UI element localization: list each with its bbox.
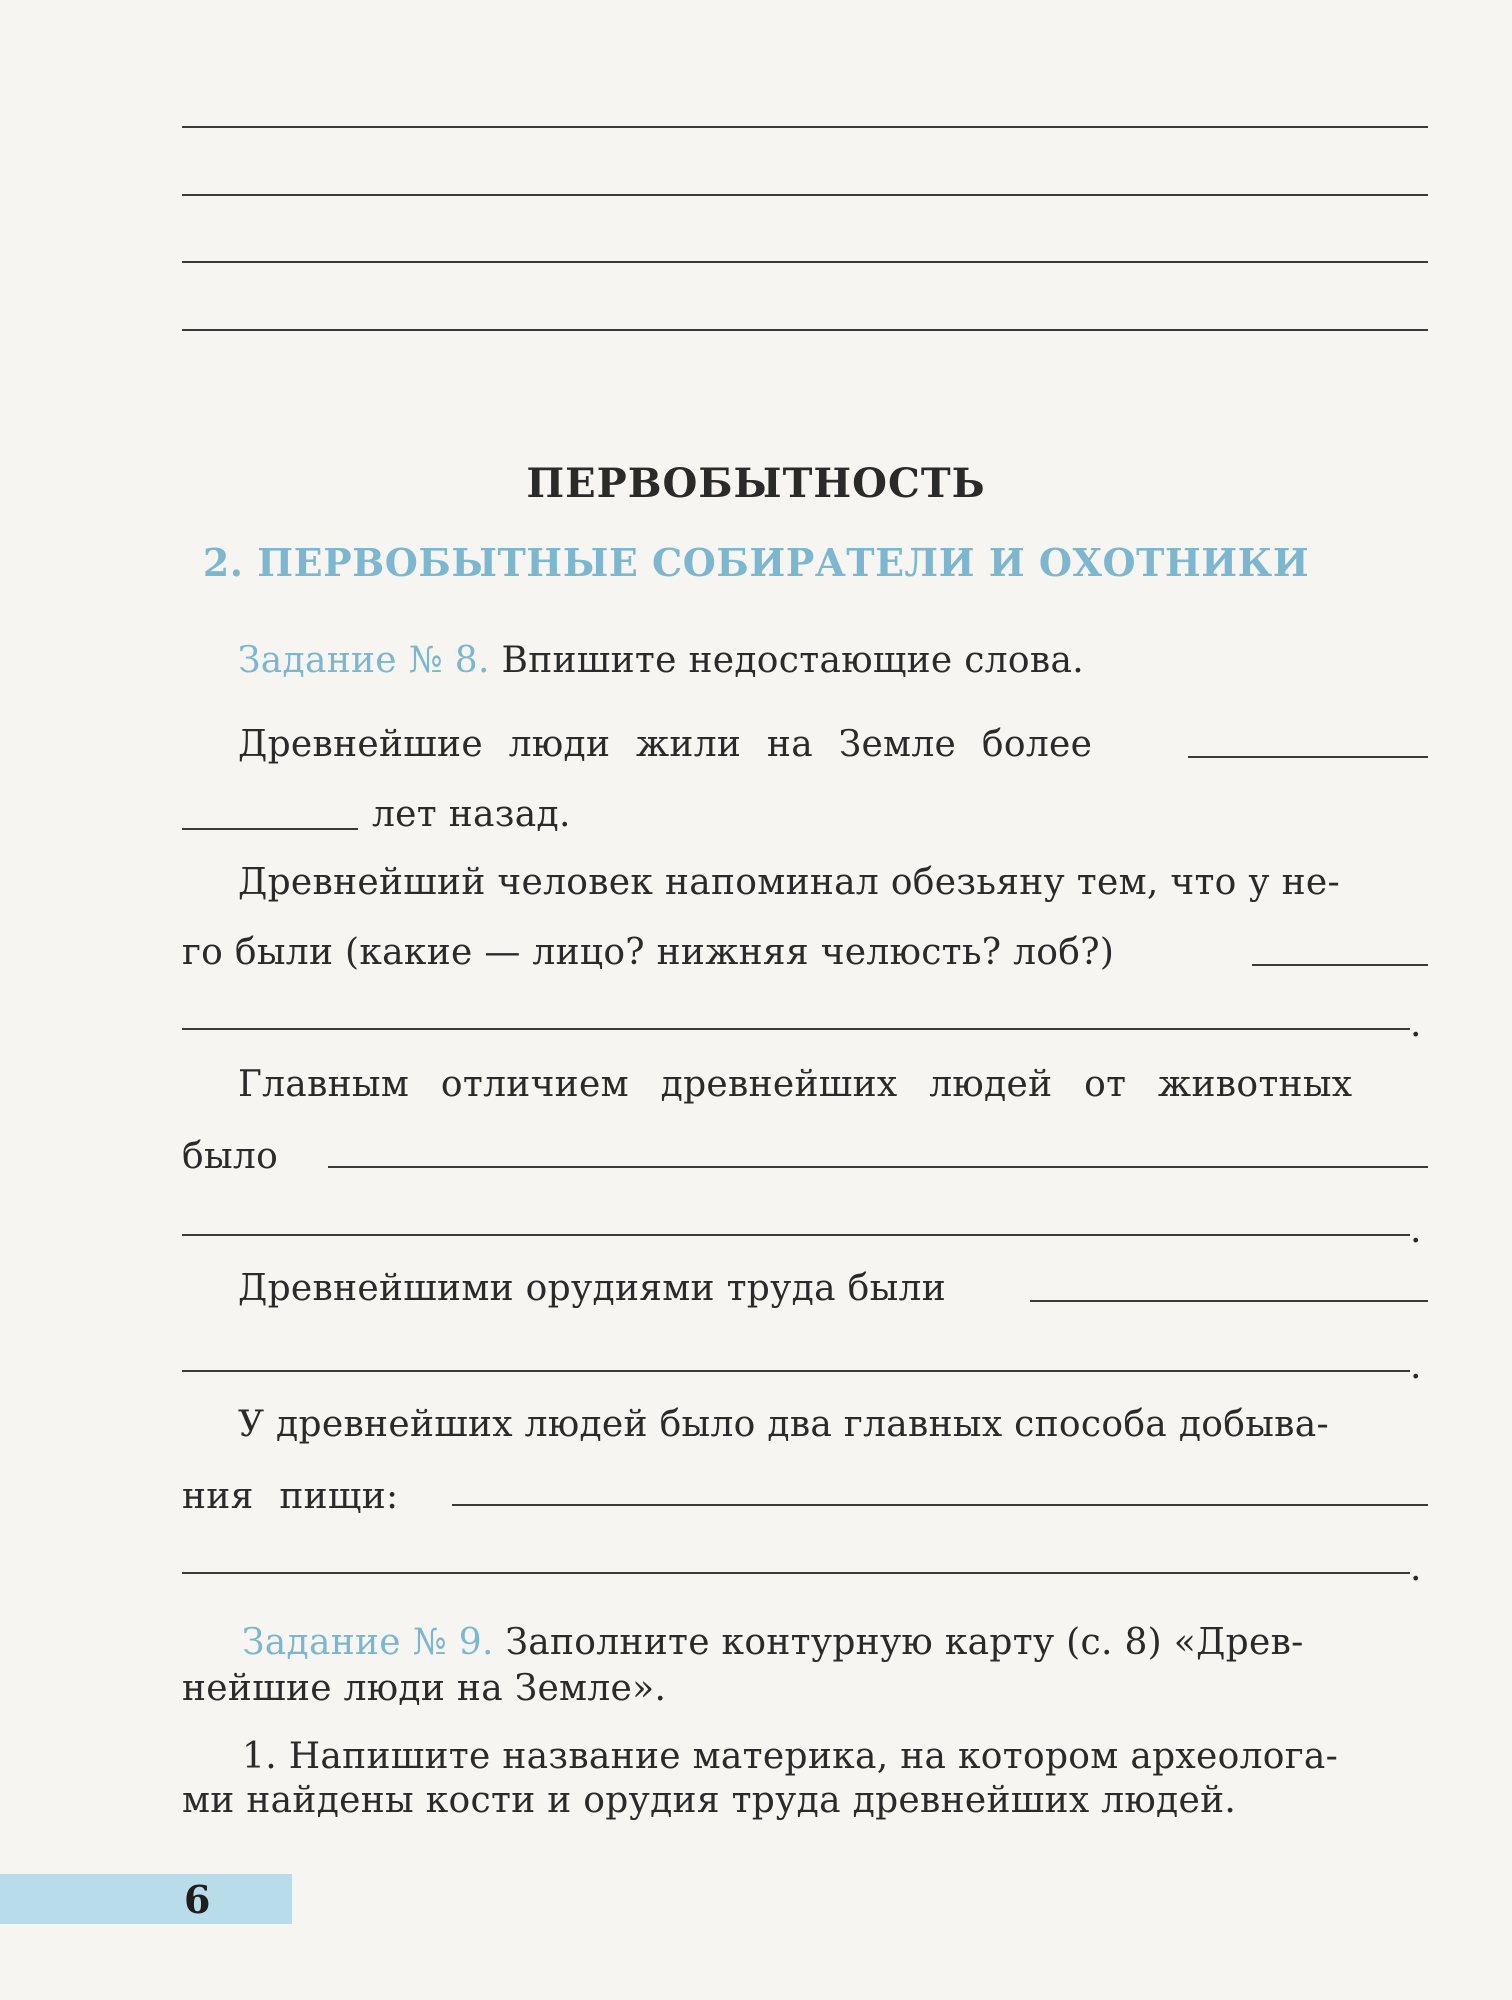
task9-header (242, 1620, 1304, 1666)
task8-instruction: Впишите недостающие слова. (501, 640, 1084, 681)
task8-q3-line2: было (182, 1136, 279, 1177)
task8-q5-line2: ния пищи: (182, 1476, 399, 1517)
task8-q4-line1: Древнейшими орудиями труда были (238, 1268, 946, 1309)
task8-q2-period: . (1410, 1004, 1422, 1045)
task8-q5-line1: У древнейших людей было два главных способа добыва- (238, 1404, 1329, 1445)
task8-q4-blank1[interactable] (1030, 1300, 1428, 1302)
answer-line-top-2[interactable] (182, 194, 1428, 196)
task8-q3-line1: Главным отличием древнейших людей от животных (238, 1064, 1353, 1105)
task8-q3-period: . (1410, 1210, 1422, 1251)
task8-q2-line2: го были (какие — лицо? нижняя челюсть? лоб?) (182, 932, 1115, 973)
task9-instruction-line1: Заполните контурную карту (с. 8) «Древ- (505, 1622, 1304, 1663)
task8-q2-blank1[interactable] (1252, 964, 1428, 966)
answer-line-top-1[interactable] (182, 126, 1428, 128)
page-number: 6 (184, 1877, 211, 1922)
task8-q2-blank2[interactable] (182, 1028, 1410, 1030)
task8-q1-blank2[interactable] (182, 828, 358, 830)
task8-q5-period: . (1410, 1548, 1422, 1589)
task8-header (238, 638, 1084, 684)
task8-q3-blank2[interactable] (182, 1234, 1410, 1236)
task8-q1-line2: лет назад. (372, 794, 571, 835)
task8-q5-blank2[interactable] (182, 1572, 1410, 1574)
task8-q5-blank1[interactable] (452, 1504, 1428, 1506)
task8-q1-line1: Древнейшие люди жили на Земле более (238, 724, 1093, 765)
task8-label: Задание № 8. (238, 640, 490, 681)
task8-q2-line1: Древнейший человек напоминал обезьяну тем, что у не- (238, 862, 1340, 903)
page-number-band (0, 1874, 292, 1924)
task9-item1-line1: 1. Напишите название материка, на котором археолога- (242, 1736, 1339, 1777)
section-title: ПЕРВОБЫТНОСТЬ (526, 460, 986, 507)
answer-line-top-4[interactable] (182, 329, 1428, 331)
task8-q4-period: . (1410, 1346, 1422, 1387)
task8-q3-blank1[interactable] (328, 1166, 1428, 1168)
chapter-title: 2. ПЕРВОБЫТНЫЕ СОБИРАТЕЛИ И ОХОТНИКИ (202, 540, 1310, 585)
task9-label: Задание № 9. (242, 1622, 494, 1663)
task8-q1-blank1[interactable] (1188, 756, 1428, 758)
answer-line-top-3[interactable] (182, 261, 1428, 263)
task9-instruction-line2: нейшие люди на Земле». (182, 1668, 667, 1709)
task8-q4-blank2[interactable] (182, 1370, 1410, 1372)
task9-item1-line2: ми найдены кости и орудия труда древнейших людей. (182, 1780, 1237, 1821)
